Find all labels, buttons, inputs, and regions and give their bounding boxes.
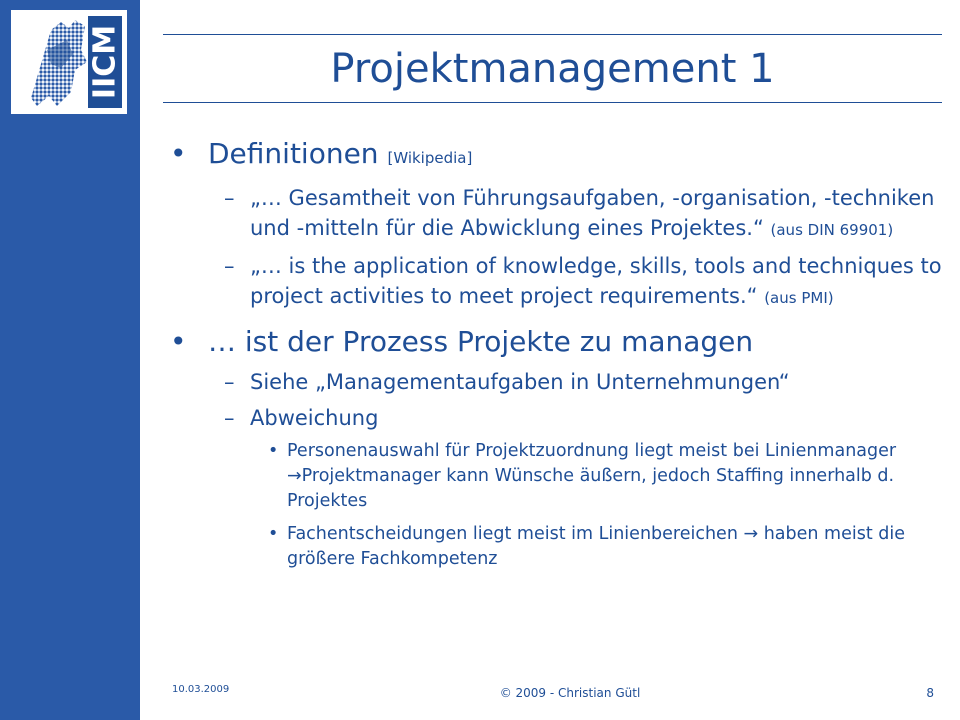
sub-sub-bullet-text: Personenauswahl für Projektzuordnung liegt meist bei Linienmanager →Projektmanager kann Wünsche äußern, jedoch Staffing innerhalb d. Projektes (287, 441, 897, 511)
sub-bullet-text: Siehe „Managementaufgaben in Unternehmungen“ (250, 370, 790, 394)
dash-icon: – (224, 406, 235, 430)
footer-date: 10.03.2009 (172, 684, 230, 695)
page-number: 8 (926, 686, 934, 700)
slide-title: Projektmanagement 1 (330, 46, 775, 92)
bullet-dot-icon: • (170, 137, 187, 170)
bullet-dot-icon: • (268, 441, 279, 461)
title-rule-bottom (163, 102, 942, 103)
iicm-logo-text: IICM (88, 24, 122, 100)
sub-sub-bullet-fachentscheidungen (168, 522, 948, 572)
bullet-note: [Wikipedia] (387, 149, 473, 167)
bullet-definitionen (168, 135, 948, 177)
sub-bullet-text: Abweichung (250, 406, 379, 430)
sub-bullet-pmi (168, 251, 948, 313)
bullet-prozess (168, 323, 948, 361)
iicm-logo-wordmark (88, 16, 122, 108)
title-rule-top (163, 34, 942, 35)
sub-bullet-note: (aus PMI) (764, 289, 834, 307)
bullet-text: … ist der Prozess Projekte zu managen (208, 325, 754, 358)
dash-icon: – (224, 254, 235, 278)
bullet-dot-icon: • (268, 524, 279, 544)
sub-sub-bullet-text: Fachentscheidungen liegt meist im Linienbereichen → haben meist die größere Fachkompetenz (287, 524, 906, 569)
iicm-logo (11, 10, 127, 114)
sub-sub-bullet-personenauswahl (168, 439, 948, 514)
dash-icon: – (224, 186, 235, 210)
dash-icon: – (224, 370, 235, 394)
sub-bullet-siehe (168, 367, 948, 397)
sub-bullet-note: (aus DIN 69901) (770, 221, 894, 239)
bullet-dot-icon: • (170, 325, 187, 358)
sidebar-band (0, 0, 140, 720)
sub-bullet-din (168, 183, 948, 245)
sub-bullet-abweichung (168, 403, 948, 433)
bullet-text: Definitionen (208, 137, 379, 170)
slide-body (168, 135, 948, 580)
sub-bullet-text: „… Gesamtheit von Führungsaufgaben, -organisation, -techniken und -mitteln für die Abwicklung eines Projektes.“ (250, 186, 935, 240)
footer-copyright: © 2009 - Christian Gütl (499, 686, 641, 700)
sub-bullet-text: „… is the application of knowledge, skills, tools and techniques to project activities to meet project requirements.“ (250, 254, 942, 308)
